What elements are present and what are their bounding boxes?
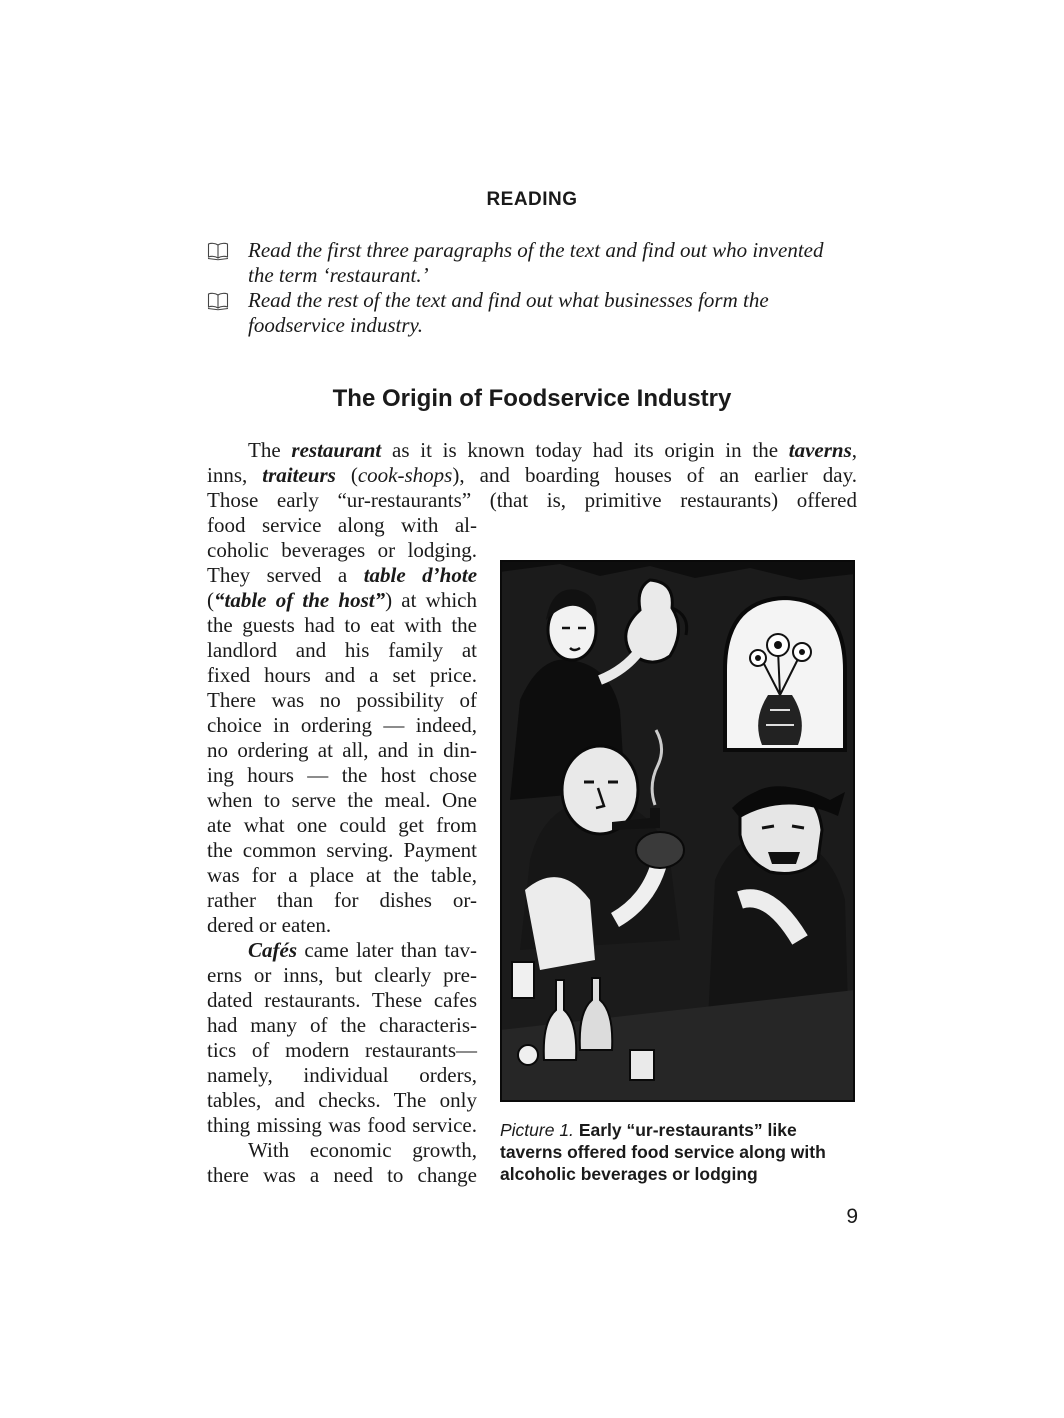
book-icon: [207, 291, 229, 311]
term-taverns: taverns: [788, 438, 852, 462]
picture-label: Picture 1.: [500, 1120, 574, 1140]
page-number: 9: [846, 1205, 858, 1228]
term-cafes: Cafés: [248, 938, 297, 962]
word: ), and boarding houses of an earlier day.: [452, 463, 858, 487]
text-line: thing missing was food service.: [207, 1113, 477, 1137]
book-icon: [207, 241, 229, 261]
text-line: namely, individual orders,: [207, 1063, 477, 1087]
text-line: when to serve the meal. One: [207, 788, 477, 812]
intro-line-2: [207, 463, 857, 488]
text-line: ing hours — the host chose: [207, 763, 477, 787]
paragraph-1-intro: [207, 438, 857, 513]
text-line: landlord and his family at: [207, 638, 477, 662]
text-line: [207, 938, 477, 963]
text-line: the common serving. Payment: [207, 838, 477, 862]
text-line: erns or inns, but clearly pre-: [207, 963, 477, 987]
text-line: fixed hours and a set price.: [207, 663, 477, 687]
paragraph-1-continued: [207, 513, 477, 938]
paragraph-2: [207, 938, 477, 1138]
intro-line-1: [207, 438, 857, 463]
paragraph-3: [207, 1138, 477, 1188]
term-restaurant: restaurant: [291, 438, 382, 462]
text-line: tables, and checks. The only: [207, 1088, 477, 1112]
article-title: The Origin of Foodservice Industry: [332, 385, 732, 412]
text-line: there was a need to change: [207, 1163, 477, 1187]
text-line: food service along with al-: [207, 513, 477, 537]
text-line: had many of the characteris-: [207, 1013, 477, 1037]
text-line: the guests had to eat with the: [207, 613, 477, 637]
left-column: [207, 513, 477, 1188]
term-cook-shops: cook-shops: [357, 463, 453, 487]
task-1-line-2: the term ‘restaurant.’: [248, 263, 429, 287]
word: (: [350, 463, 358, 487]
text-line: no ordering at all, and in din-: [207, 738, 477, 762]
task-1-line-1: Read the first three paragraphs of the text and find out who invented: [248, 238, 824, 262]
text-line: [207, 588, 477, 613]
term-traiteurs: traiteurs: [262, 463, 336, 487]
text-line: dered or eaten.: [207, 913, 332, 937]
word: ) at which: [385, 588, 477, 612]
text-line: With economic growth,: [248, 1138, 477, 1162]
picture-caption: [500, 1119, 860, 1185]
term-table-dhote: table d’hote: [363, 563, 478, 587]
word: inns,: [207, 463, 248, 487]
text-line: choice in ordering — indeed,: [207, 713, 477, 737]
word: came later than tav-: [304, 938, 478, 962]
tavern-illustration: [500, 560, 855, 1102]
text-line: ate what one could get from: [207, 813, 477, 837]
task-1: [207, 238, 857, 288]
task-2-line-1: Read the rest of the text and find out what businesses form the: [248, 288, 769, 312]
word: as it is known today had its origin in the: [392, 438, 779, 462]
text-line: dated restaurants. These cafes: [207, 988, 477, 1012]
section-label: READING: [486, 189, 578, 210]
text-line: rather than for dishes or-: [207, 888, 477, 912]
text-line: There was no possibility of: [207, 688, 477, 712]
task-2: [207, 288, 857, 338]
text-line: [207, 563, 477, 588]
word: The: [248, 438, 281, 462]
picture-caption-text: Early “ur-restaurants” like taverns offered food service along with alcoholic beverages or lodging: [500, 1120, 826, 1184]
intro-line-3: Those early “ur-restaurants” (that is, primitive restaurants) offered: [207, 488, 857, 512]
text-line: coholic beverages or lodging.: [207, 538, 477, 562]
word: (: [207, 588, 214, 612]
text-line: tics of modern restaurants—: [207, 1038, 477, 1062]
text-line: was for a place at the table,: [207, 863, 477, 887]
task-2-line-2: foodservice industry.: [248, 313, 423, 337]
word: They served a: [207, 563, 348, 587]
term-table-of-the-host: “table of the host”: [214, 588, 386, 612]
word: ,: [851, 438, 858, 462]
